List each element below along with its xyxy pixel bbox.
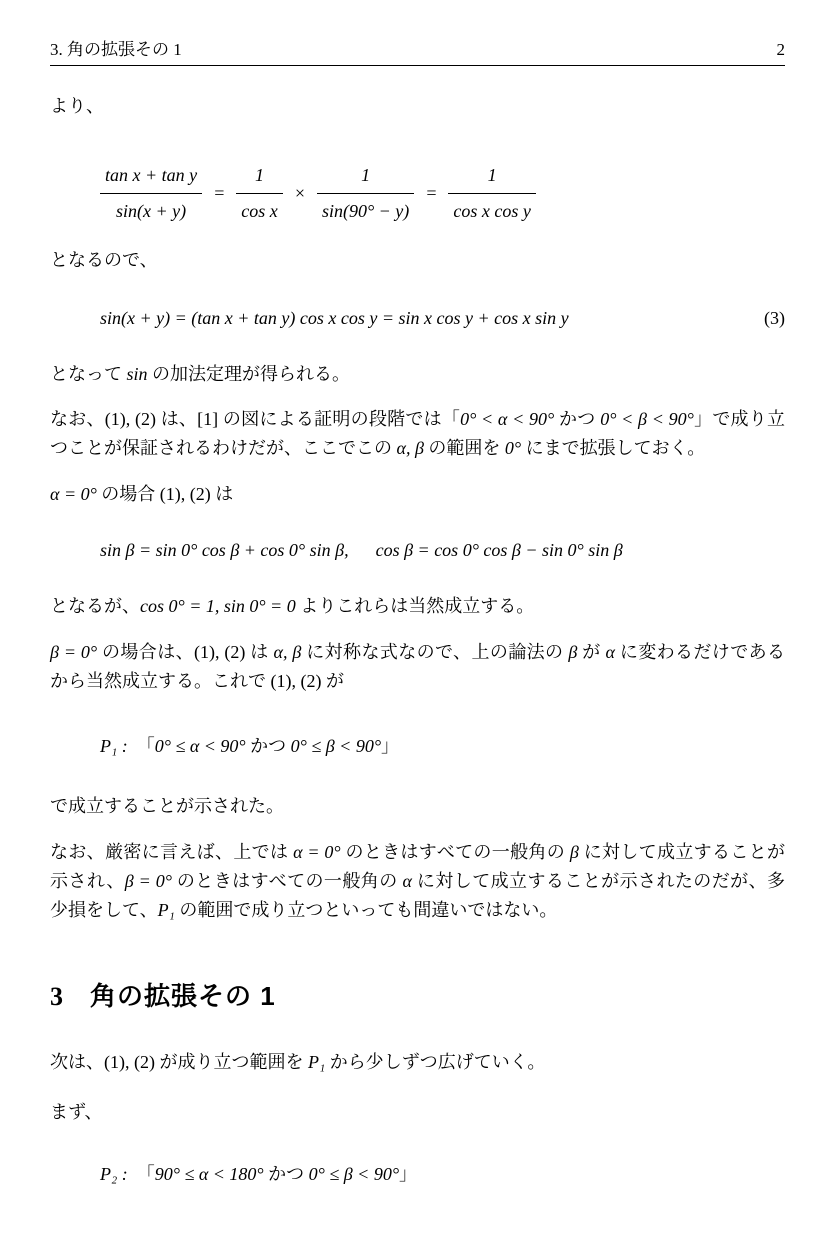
equation-p1-range: P₁ : 「0° ≤ α < 90° かつ 0° ≤ β < 90°」 [100, 736, 400, 756]
fraction-numerator: 1 [255, 165, 265, 185]
para-strictly-speaking: なお、厳密に言えば、上では α = 0° のときはすべての一般角の β に対して成立することが示され、β = 0° のときはすべての一般角の α に対して成立することが示されたのだが、多少損をして、P₁ の範囲で成り立つといっても間違いではない。 [50, 842, 786, 920]
fraction-numerator: 1 [487, 165, 497, 185]
section-heading [50, 980, 785, 1013]
para-note-range: なお、(1), (2) は、[1] の図による証明の段階では「0° < α < 90° かつ 0° < β < 90°」で成り立つことが保証されるわけだが、ここでこの α, β の範囲を 0° にまで拡張しておく。 [50, 409, 786, 458]
fraction-tan-sum [100, 161, 202, 226]
equals-sign: = [213, 183, 226, 203]
para-established: で成立することが示された。 [50, 796, 284, 816]
fraction-denominator: sin(x + y) [100, 193, 202, 226]
para-mazu: まず、 [50, 1102, 103, 1122]
fraction-one-over-coscos [448, 161, 535, 226]
para-tonaruga: となるが、cos 0° = 1, sin 0° = 0 よりこれらは当然成立する。 [50, 596, 535, 616]
header-page-number: 2 [776, 40, 785, 59]
equation-3-body: sin(x + y) = (tan x + tan y) cos x cos y = sin x cos y + cos x sin y [100, 308, 569, 328]
fraction-numerator: tan x + tan y [105, 165, 198, 185]
para-alpha-zero-case: α = 0° の場合 (1), (2) は [50, 484, 234, 504]
para-beta-zero-case: β = 0° の場合は、(1), (2) は α, β に対称な式なので、上の論法の β が α に変わるだけであるから当然成立する。これで (1), (2) が [50, 642, 785, 691]
header-section-title: 3. 角の拡張その 1 [50, 40, 182, 59]
para-tonarunode: となるので、 [50, 250, 158, 270]
equation-3 [100, 304, 785, 333]
fraction-denominator: cos x [236, 193, 282, 226]
fraction-one-over-cos-x [236, 161, 282, 226]
para-next-step: 次は、(1), (2) が成り立つ範囲を P₁ から少しずつ広げていく。 [50, 1052, 546, 1072]
times-sign: × [293, 183, 306, 203]
para-yori: より、 [50, 96, 104, 116]
fraction-numerator: 1 [361, 165, 371, 185]
fraction-denominator: cos x cos y [448, 193, 535, 226]
equation-3-tag: (3) [764, 308, 785, 328]
section-number: 3 [50, 982, 63, 1011]
equation-beta-identities: sin β = sin 0° cos β + cos 0° sin β, cos β = cos 0° cos β − sin 0° sin β [100, 540, 623, 560]
fraction-one-over-sin [317, 161, 414, 226]
para-sin-addition-theorem: となって sin の加法定理が得られる。 [50, 364, 351, 384]
fraction-denominator: sin(90° − y) [317, 193, 414, 226]
running-header [50, 0, 785, 66]
equation-tan-identity [100, 161, 785, 226]
equation-p2-range: P₂ : 「90° ≤ α < 180° かつ 0° ≤ β < 90°」 [100, 1164, 418, 1184]
section-title: 角の拡張その 1 [90, 981, 276, 1011]
equals-sign: = [425, 183, 438, 203]
